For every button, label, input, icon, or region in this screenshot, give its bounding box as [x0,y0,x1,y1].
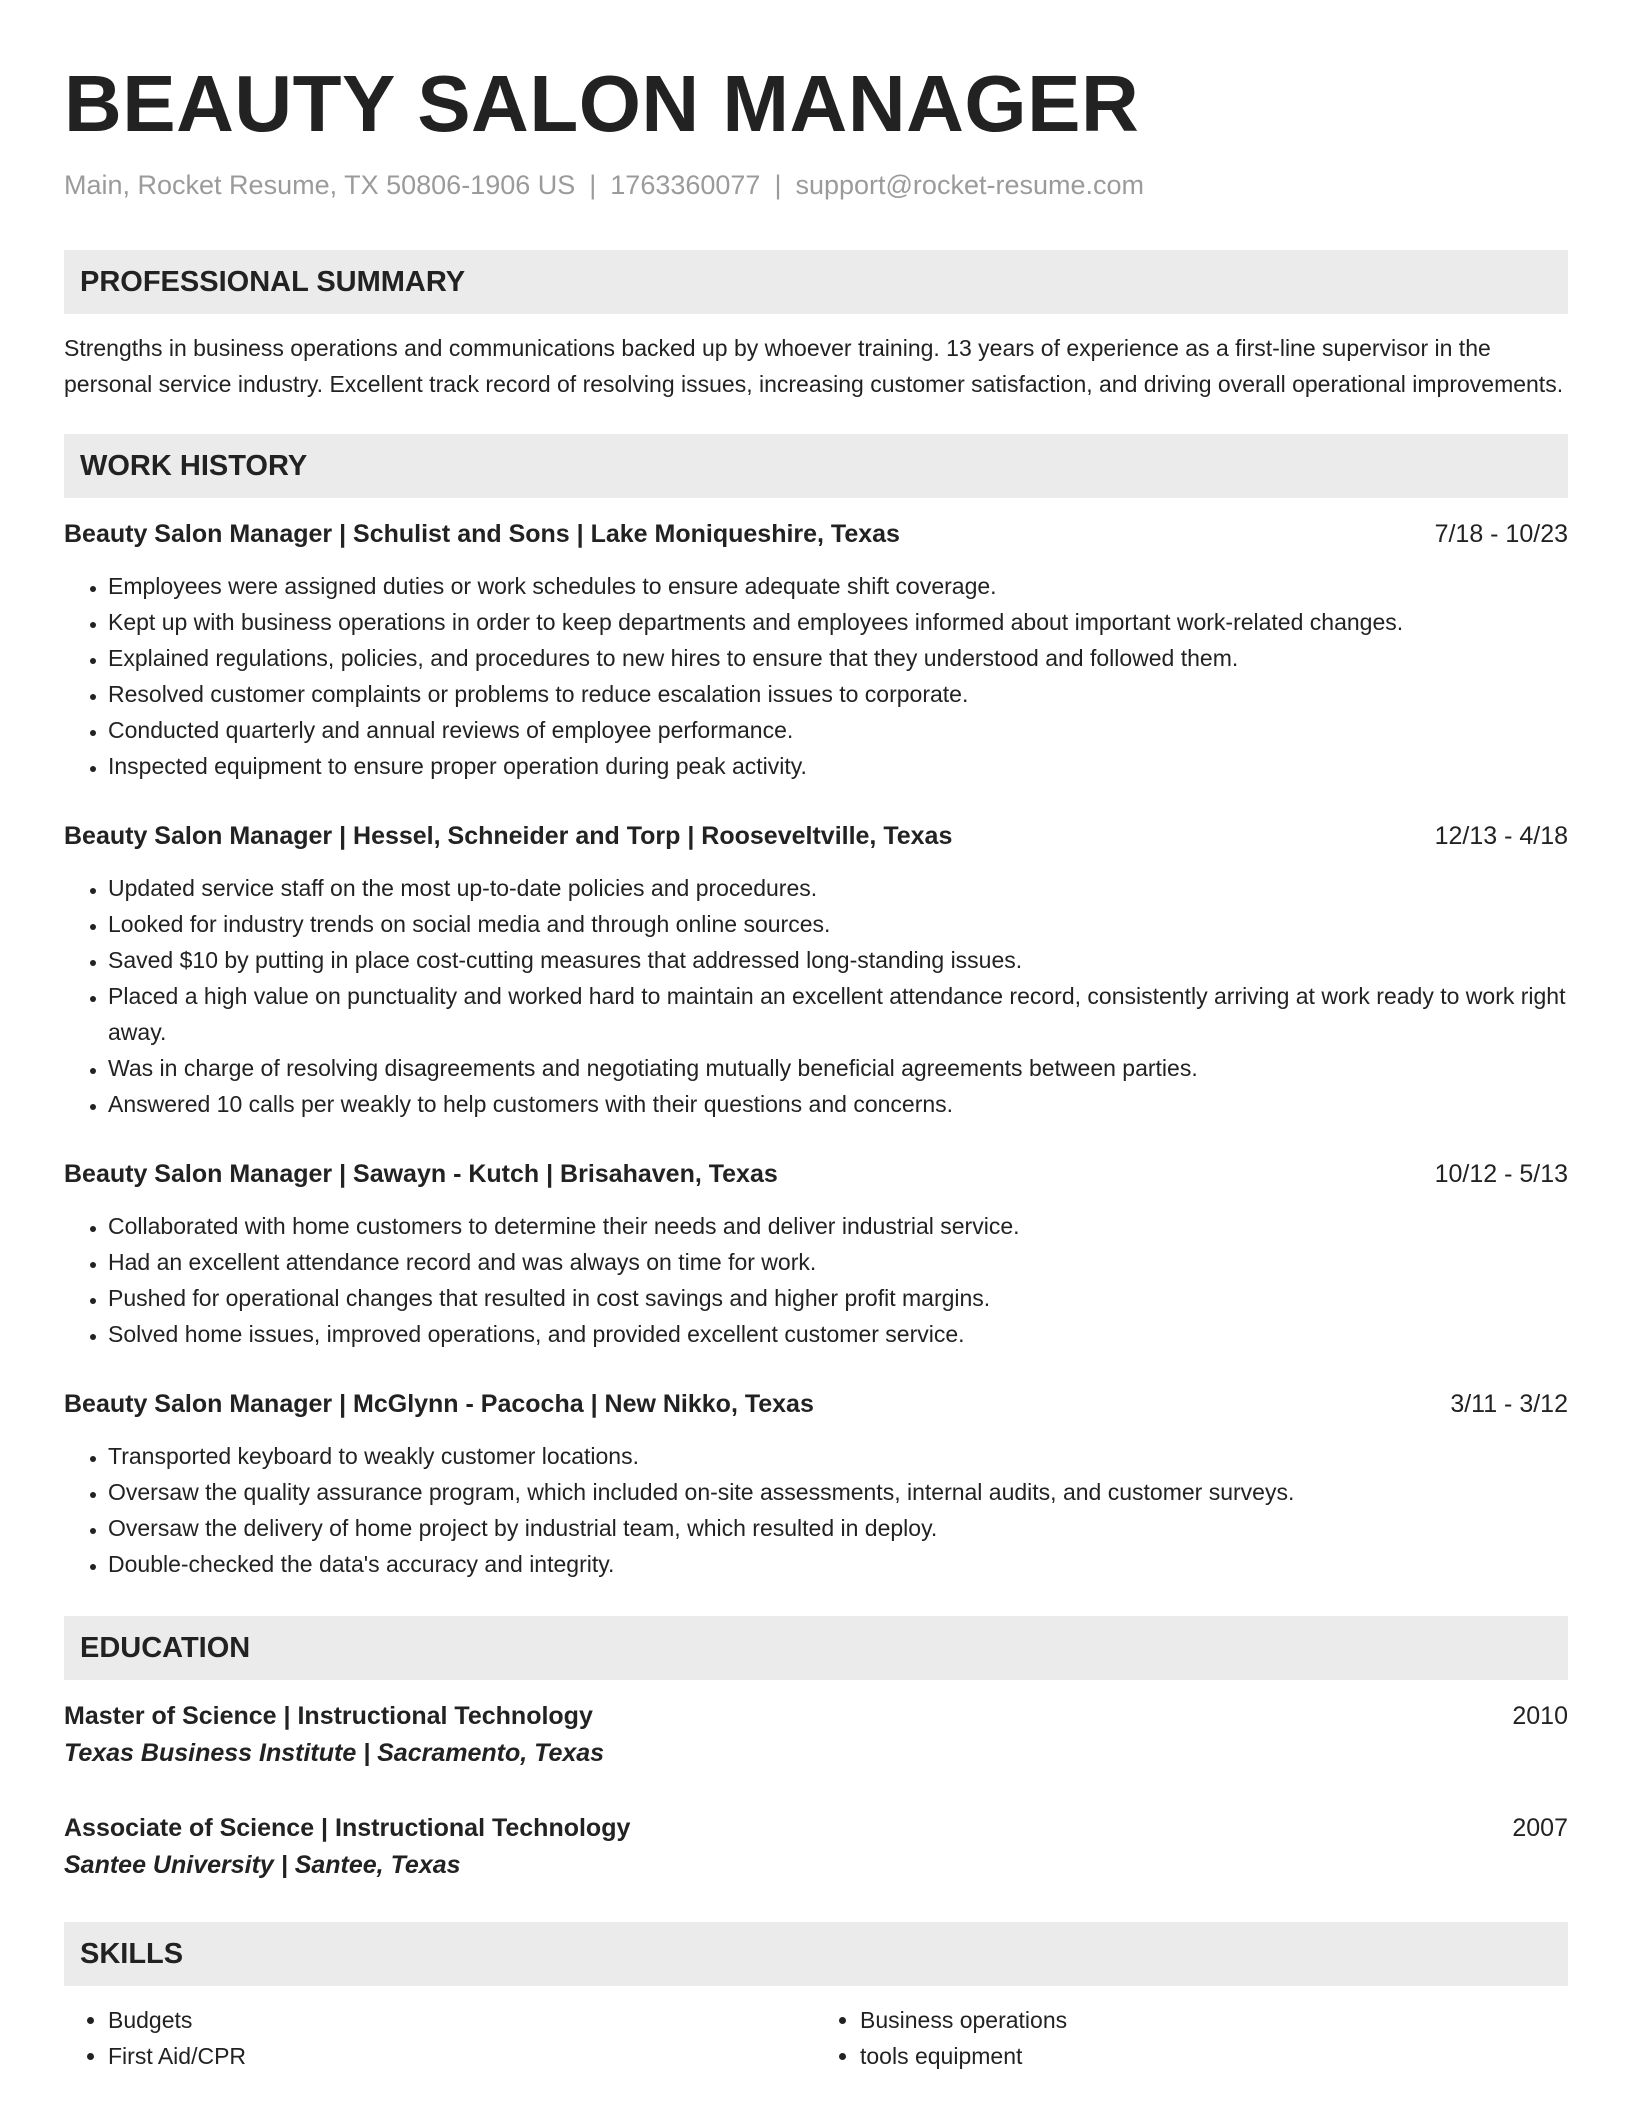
job-dates: 10/12 - 5/13 [1434,1160,1568,1188]
education-degree: Associate of Science | Instructional Technology [64,1814,631,1842]
job-bullet: • Had an excellent attendance record and was always on time for work. [108,1244,1568,1280]
contact-separator: | [774,170,782,200]
job-bullet: • Kept up with business operations in order to keep departments and employees informed about important work-related changes. [108,604,1568,640]
job-dates: 12/13 - 4/18 [1434,822,1568,850]
job-bullet: • Solved home issues, improved operations, and provided excellent customer service. [108,1316,1568,1352]
contact-email: support@rocket-resume.com [795,170,1144,200]
job-entry [64,516,1568,784]
section-heading-skills: SKILLS [64,1922,1568,1986]
job-title: Beauty Salon Manager | Sawayn - Kutch | Brisahaven, Texas [64,1160,778,1188]
education-year: 2010 [1512,1702,1568,1730]
skill-item: • Business operations [860,2002,1568,2038]
section-heading-summary: PROFESSIONAL SUMMARY [64,250,1568,314]
job-title: Beauty Salon Manager | McGlynn - Pacocha | New Nikko, Texas [64,1390,814,1418]
job-bullet: • Placed a high value on punctuality and worked hard to maintain an excellent attendance record, consistently arriving at work ready to work right away. [108,978,1568,1050]
contact-separator: | [589,170,597,200]
job-bullet: • Conducted quarterly and annual reviews of employee performance. [108,712,1568,748]
job-header [64,516,1568,552]
education-school: Santee University | Santee, Texas [64,1851,461,1879]
job-bullet: • Resolved customer complaints or problems to reduce escalation issues to corporate. [108,676,1568,712]
job-header [64,1386,1568,1422]
job-bullet: • Employees were assigned duties or work schedules to ensure adequate shift coverage. [108,568,1568,604]
job-bullet: • Inspected equipment to ensure proper operation during peak activity. [108,748,1568,784]
job-bullet: • Updated service staff on the most up-to-date policies and procedures. [108,870,1568,906]
contact-phone: 1763360077 [610,170,761,200]
job-bullet: • Collaborated with home customers to determine their needs and deliver industrial service. [108,1208,1568,1244]
job-dates: 7/18 - 10/23 [1434,520,1568,548]
skill-item: • Budgets [108,2002,816,2038]
job-bullet: • Double-checked the data's accuracy and integrity. [108,1546,1568,1582]
skill-item: • tools equipment [860,2038,1568,2074]
job-bullet: • Was in charge of resolving disagreements and negotiating mutually beneficial agreements between parties. [108,1050,1568,1086]
job-bullets [64,870,1568,1122]
job-entry [64,818,1568,1122]
job-dates: 3/11 - 3/12 [1450,1390,1568,1418]
summary-text: Strengths in business operations and communications backed up by whoever training. 13 years of experience as a first-line supervisor in the personal service industry. Excellent track record of resolving issues, increasing customer satisfaction, and driving overall operational improvements. [64,335,1564,397]
job-bullets [64,568,1568,784]
job-header [64,1156,1568,1192]
job-entry [64,1386,1568,1582]
contact-address: Main, Rocket Resume, TX 50806-1906 US [64,170,576,200]
job-bullet: • Pushed for operational changes that resulted in cost savings and higher profit margins. [108,1280,1568,1316]
section-heading-work-history: WORK HISTORY [64,434,1568,498]
skills-list [64,2002,1568,2074]
education-header [64,1698,1568,1734]
contact-line [64,166,1568,204]
resume-title: BEAUTY SALON MANAGER [64,59,1140,148]
skills-column-left [64,2002,816,2074]
skills-column-right [816,2002,1568,2074]
job-bullets [64,1438,1568,1582]
section-heading-education: EDUCATION [64,1616,1568,1680]
education-school: Texas Business Institute | Sacramento, Texas [64,1739,605,1767]
skill-item: • First Aid/CPR [108,2038,816,2074]
education-year: 2007 [1512,1814,1568,1842]
job-bullet: • Saved $10 by putting in place cost-cutting measures that addressed long-standing issues. [108,942,1568,978]
job-bullets [64,1208,1568,1352]
job-bullet: • Explained regulations, policies, and procedures to new hires to ensure that they understood and followed them. [108,640,1568,676]
job-header [64,818,1568,854]
job-entry [64,1156,1568,1352]
job-bullet: • Looked for industry trends on social media and through online sources. [108,906,1568,942]
education-entry [64,1810,1568,1884]
job-bullet: • Answered 10 calls per weakly to help customers with their questions and concerns. [108,1086,1568,1122]
job-bullet: • Oversaw the delivery of home project by industrial team, which resulted in deploy. [108,1510,1568,1546]
education-header [64,1810,1568,1846]
job-bullet: • Transported keyboard to weakly customer locations. [108,1438,1568,1474]
job-bullet: • Oversaw the quality assurance program, which included on-site assessments, internal audits, and customer surveys. [108,1474,1568,1510]
education-entry [64,1698,1568,1772]
job-title: Beauty Salon Manager | Hessel, Schneider and Torp | Rooseveltville, Texas [64,822,953,850]
job-title: Beauty Salon Manager | Schulist and Sons | Lake Moniqueshire, Texas [64,520,900,548]
education-degree: Master of Science | Instructional Technology [64,1702,593,1730]
